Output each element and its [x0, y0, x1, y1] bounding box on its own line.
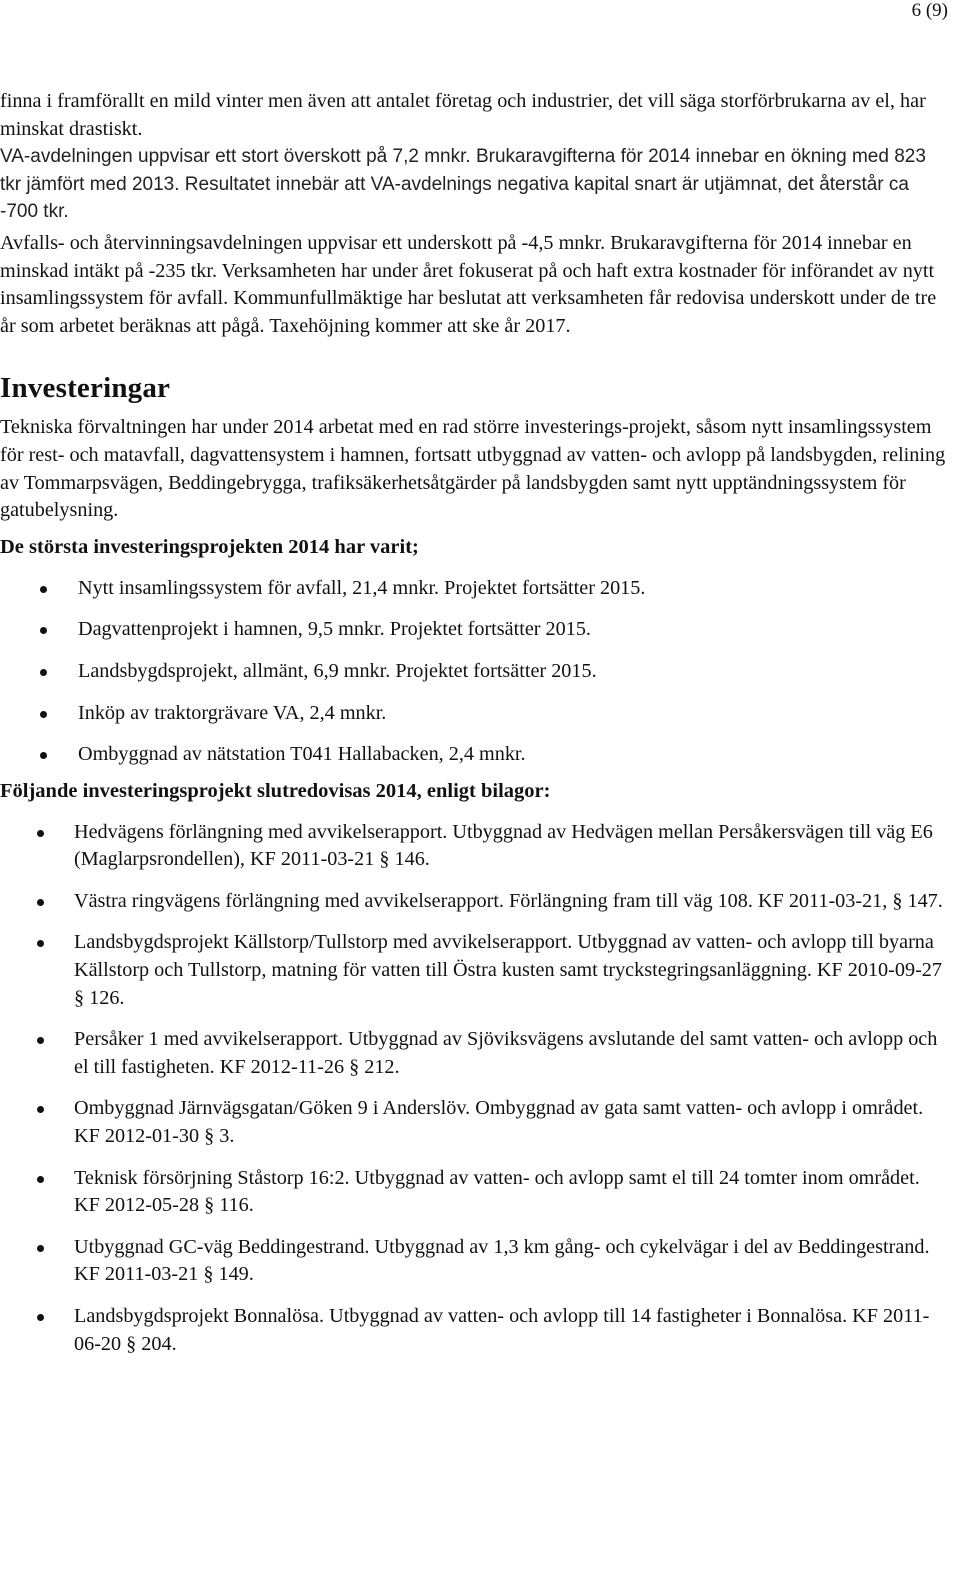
bullet-icon	[37, 899, 44, 906]
list-item: Nytt insamlingssystem för avfall, 21,4 mnkr. Projektet fortsätter 2015.	[0, 575, 950, 603]
closed-projects-list	[0, 819, 950, 1359]
paragraph-waste: Avfalls- och återvinningsavdelningen uppvisar ett underskott på -4,5 mnkr. Brukaravgifterna för 2014 innebar en minskad intäkt på -235 tkr. Verksamheten har under året fokuserat på och haft extra kostnader för införandet av nytt insamlingssystem för avfall. Kommunfullmäktige har beslutat att verksamheten får redovisa underskott under de tre år som arbetet beräknas att pågå. Taxehöjning kommer att ske år 2017.	[0, 231, 937, 337]
list-item: Västra ringvägens förlängning med avvikelserapport. Förlängning fram till väg 108. KF 2011-03-21, § 147.	[0, 888, 950, 916]
bullet-icon	[37, 830, 44, 837]
paragraph-investments-intro: Tekniska förvaltningen har under 2014 arbetat med en rad större investerings-projekt, såsom nytt insamlingssystem för rest- och matavfall, dagvattensystem i hamnen, fortsatt utbyggnad av vatten- och avlopp på landsbygden, relining av Tommarpsvägen, Beddingebrygga, trafiksäkerhetsåtgärder på landsbygden samt nytt upptändningssystem för gatubelysning.	[0, 416, 946, 522]
bullet-icon	[37, 1245, 44, 1252]
bullet-icon	[40, 752, 47, 759]
list-item: Dagvattenprojekt i hamnen, 9,5 mnkr. Projektet fortsätter 2015.	[0, 616, 950, 644]
largest-projects-list	[0, 575, 950, 769]
paragraph-electricity: finna i framförallt en mild vinter men även att antalet företag och industrier, det vill säga storförbrukarna av el, har minskat drastiskt.	[0, 90, 926, 140]
bullet-icon	[37, 940, 44, 947]
document-body	[0, 88, 950, 1372]
bullet-icon	[40, 669, 47, 676]
bullet-icon	[37, 1037, 44, 1044]
paragraph-va: VA-avdelningen uppvisar ett stort överskott på 7,2 mnkr. Brukaravgifterna för 2014 innebar en ökning med 823 tkr jämfört med 2013. Resultatet innebär att VA-avdelnings negativa kapital snart är utjämnat, det återstår ca -700 tkr.	[0, 146, 926, 223]
bullet-icon	[37, 1314, 44, 1321]
section-heading-investments: Investeringar	[0, 372, 171, 405]
page-number: 6 (9)	[911, 0, 948, 21]
list-item: Ombyggnad av nätstation T041 Hallabacken, 2,4 mnkr.	[0, 741, 950, 769]
subheading-closed-projects: Följande investeringsprojekt slutredovisas 2014, enligt bilagor:	[0, 779, 551, 802]
list-item: Ombyggnad Järnvägsgatan/Göken 9 i Anderslöv. Ombyggnad av gata samt vatten- och avlopp i området. KF 2012-01-30 § 3.	[0, 1095, 950, 1150]
list-item: Hedvägens förlängning med avvikelserapport. Utbyggnad av Hedvägen mellan Persåkersvägen till väg E6 (Maglarpsrondellen), KF 2011-03-21 § 146.	[0, 819, 950, 874]
subheading-largest-projects: De största investeringsprojekten 2014 har varit;	[0, 535, 419, 558]
bullet-icon	[37, 1176, 44, 1183]
bullet-icon	[40, 711, 47, 718]
list-item: Utbyggnad GC-väg Beddingestrand. Utbyggnad av 1,3 km gång- och cykelvägar i del av Beddingestrand. KF 2011-03-21 § 149.	[0, 1234, 950, 1289]
list-item: Teknisk försörjning Ståstorp 16:2. Utbyggnad av vatten- och avlopp samt el till 24 tomter inom området. KF 2012-05-28 § 116.	[0, 1165, 950, 1220]
list-item: Persåker 1 med avvikelserapport. Utbyggnad av Sjöviksvägens avslutande del samt vatten- och avlopp och el till fastigheten. KF 2012-11-26 § 212.	[0, 1026, 950, 1081]
list-item: Inköp av traktorgrävare VA, 2,4 mnkr.	[0, 700, 950, 728]
bullet-icon	[37, 1106, 44, 1113]
bullet-icon	[40, 586, 47, 593]
list-item: Landsbygdsprojekt Bonnalösa. Utbyggnad av vatten- och avlopp till 14 fastigheter i Bonnalösa. KF 2011-06-20 § 204.	[0, 1303, 950, 1358]
bullet-icon	[40, 627, 47, 634]
list-item: Landsbygdsprojekt, allmänt, 6,9 mnkr. Projektet fortsätter 2015.	[0, 658, 950, 686]
list-item: Landsbygdsprojekt Källstorp/Tullstorp med avvikelserapport. Utbyggnad av vatten- och avlopp till byarna Källstorp och Tullstorp, matning för vatten till Östra kusten samt tryckstegringsanläggning. KF 2010-09-27 § 126.	[0, 929, 950, 1012]
